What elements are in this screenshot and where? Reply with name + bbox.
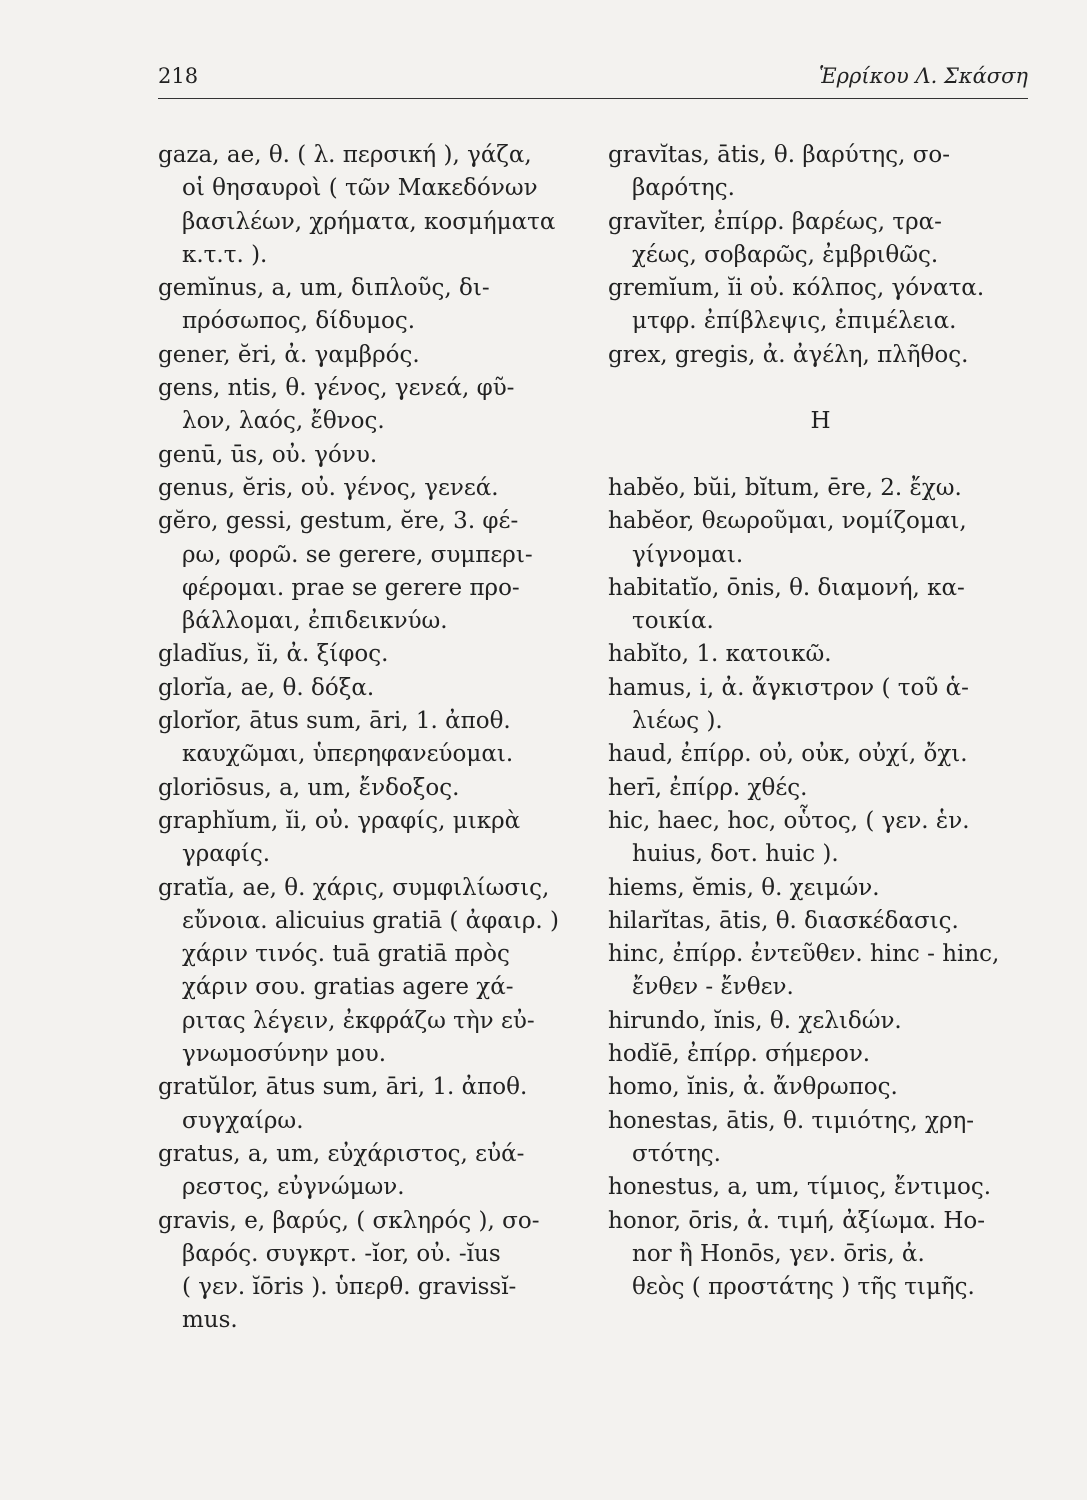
running-head: Ἑρρίκου Λ. Σκάσση [818, 64, 1028, 88]
entry-headword-line: habĕor, θεωροῦμαι, νομίζομαι, [608, 508, 967, 535]
entry-headword-line: hamus, i, ἀ. ἄγκιστρον ( τοῦ ἁ- [608, 674, 969, 701]
dictionary-entry [158, 139, 578, 272]
entry-headword-line: gĕro, gessi, gestum, ĕre, 3. φέ- [158, 508, 519, 535]
dictionary-entry [608, 805, 1033, 872]
entry-headword-line: genū, ūs, οὐ. γόνυ. [158, 441, 378, 468]
entry-continuation-line: τοικία. [632, 608, 714, 635]
dictionary-entry [608, 1038, 1033, 1071]
entry-continuation-line: βαρότης. [632, 175, 735, 202]
dictionary-entry [608, 139, 1033, 206]
entry-headword-line: graphĭum, ĭi, οὐ. γραφίς, μικρὰ [158, 807, 521, 834]
entry-continuation-line: θεὸς ( προστάτης ) τῆς τιμῆς. [632, 1274, 975, 1301]
entry-continuation-line: ρω, φορῶ. se gerere, συμπερι- [182, 541, 533, 568]
dictionary-entry [158, 638, 578, 671]
entry-continuation-line: βαρός. συγκρτ. -ĭor, οὐ. -ĭus [182, 1240, 501, 1267]
entry-headword-line: gravĭter, ἐπίρρ. βαρέως, τρα- [608, 208, 942, 235]
entry-continuation-line: βασιλέων, χρήματα, κοσμήματα [182, 208, 556, 235]
entry-headword-line: glorĭor, ātus sum, āri, 1. ἀποθ. [158, 708, 511, 735]
entry-continuation-line: huius, δοτ. huic ). [632, 841, 839, 868]
dictionary-entry [158, 505, 578, 638]
dictionary-entry [158, 272, 578, 339]
entry-headword-line: gratĭa, ae, θ. χάρις, συμφιλίωσις, [158, 874, 550, 901]
entry-continuation-line: καυχῶμαι, ὑπερηφανεύομαι. [182, 741, 514, 768]
entry-headword-line: honestas, ātis, θ. τιμιότης, χρη- [608, 1107, 975, 1134]
dictionary-entry [158, 1071, 578, 1138]
entry-continuation-line: κ.τ.τ. ). [182, 241, 268, 268]
dictionary-entry [158, 372, 578, 439]
dictionary-entry [158, 439, 578, 472]
entry-continuation-line: μτφρ. ἐπίβλεψις, ἐπιμέλεια. [632, 308, 957, 335]
dictionary-entry [158, 1205, 578, 1338]
dictionary-entry [608, 505, 1033, 572]
dictionary-entry [158, 339, 578, 372]
dictionary-entry [608, 638, 1033, 671]
entry-headword-line: gens, ntis, θ. γένος, γενεά, φῦ- [158, 375, 515, 402]
dictionary-entry [608, 272, 1033, 339]
dictionary-entry [608, 472, 1033, 505]
entry-continuation-line: στότης. [632, 1140, 721, 1167]
dictionary-entry [608, 672, 1033, 739]
header-rule [158, 98, 1028, 99]
entry-headword-line: gravis, e, βαρύς, ( σκληρός ), σο- [158, 1207, 540, 1234]
dictionary-entry [608, 938, 1033, 1005]
entry-continuation-line: πρόσωπος, δίδυμος. [182, 308, 416, 335]
entry-continuation-line: mus. [182, 1307, 238, 1334]
entry-continuation-line: βάλλομαι, ἐπιδεικνύω. [182, 608, 448, 635]
entry-continuation-line: χέως, σοβαρῶς, ἐμβριθῶς. [632, 241, 939, 268]
dictionary-entry [608, 1171, 1033, 1204]
dictionary-entry [608, 1205, 1033, 1305]
entry-headword-line: hodĭē, ἐπίρρ. σήμερον. [608, 1041, 871, 1068]
dictionary-entry [608, 1005, 1033, 1038]
entry-headword-line: gladĭus, ĭi, ἀ. ξίφος. [158, 641, 389, 668]
entry-continuation-line: χάριν σου. gratias agere χά- [182, 974, 514, 1001]
entry-continuation-line: γραφίς. [182, 841, 271, 868]
entry-continuation-line: οἱ θησαυροὶ ( τῶν Μακεδόνων [182, 175, 538, 202]
dictionary-entry [608, 572, 1033, 639]
right-column-top-entries [608, 139, 1033, 372]
entry-headword-line: homo, ĭnis, ἀ. ἄνθρωπος. [608, 1074, 898, 1101]
entry-headword-line: hilarĭtas, ātis, θ. διασκέδασις. [608, 907, 959, 934]
dictionary-entry [158, 772, 578, 805]
dictionary-entry [608, 1071, 1033, 1104]
dictionary-entry [608, 772, 1033, 805]
entry-continuation-line: συγχαίρω. [182, 1107, 304, 1134]
page-header [158, 58, 1028, 94]
entry-continuation-line: φέρομαι. prae se gerere προ- [182, 574, 520, 601]
entry-continuation-line: ( γεν. ĭōris ). ὑπερθ. gravissĭ- [182, 1274, 517, 1301]
entry-continuation-line: γνωμοσύνην μου. [182, 1041, 387, 1068]
entry-headword-line: gremĭum, ĭi οὐ. κόλπος, γόνατα. [608, 275, 985, 302]
dictionary-entry [158, 805, 578, 872]
entry-continuation-line: γίγνομαι. [632, 541, 744, 568]
entry-headword-line: gener, ĕri, ἀ. γαμβρός. [158, 341, 420, 368]
entry-headword-line: haud, ἐπίρρ. οὐ, οὐκ, οὐχί, ὄχι. [608, 741, 968, 768]
dictionary-entry [158, 472, 578, 505]
entry-headword-line: honor, ōris, ἀ. τιμή, ἀξίωμα. Ho- [608, 1207, 986, 1234]
entry-continuation-line: ρεστος, εὐγνώμων. [182, 1174, 405, 1201]
entry-continuation-line: εὔνοια. alicuius gratiā ( ἀφαιρ. ) [182, 907, 559, 934]
dictionary-entry [608, 1105, 1033, 1172]
entry-continuation-line: ριτας λέγειν, ἐκφράζω τὴν εὐ- [182, 1007, 535, 1034]
entry-headword-line: genus, ĕris, οὐ. γένος, γενεά. [158, 474, 499, 501]
entry-headword-line: herī, ἐπίρρ. χθές. [608, 774, 808, 801]
entry-continuation-line: χάριν τινός. tuā gratiā πρὸς [182, 941, 510, 968]
right-column [608, 139, 1033, 1304]
dictionary-entry [158, 1138, 578, 1205]
dictionary-entry [608, 738, 1033, 771]
entry-headword-line: habĭto, 1. κατοικῶ. [608, 641, 832, 668]
entry-headword-line: gratus, a, um, εὐχάριστος, εὐά- [158, 1140, 525, 1167]
entry-headword-line: hic, haec, hoc, οὗτος, ( γεν. ἑν. [608, 807, 970, 834]
entry-headword-line: hiems, ĕmis, θ. χειμών. [608, 874, 880, 901]
dictionary-entry [158, 705, 578, 772]
entry-headword-line: honestus, a, um, τίμιος, ἔντιμος. [608, 1174, 992, 1201]
entry-continuation-line: λον, λαός, ἔθνος. [182, 408, 385, 435]
entry-continuation-line: λιέως ). [632, 708, 723, 735]
dictionary-entry [158, 672, 578, 705]
dictionary-entry [608, 905, 1033, 938]
entry-headword-line: gratŭlor, ātus sum, āri, 1. ἀποθ. [158, 1074, 528, 1101]
entry-headword-line: glorĭa, ae, θ. δόξα. [158, 674, 375, 701]
entry-headword-line: gravĭtas, ātis, θ. βαρύτης, σο- [608, 142, 951, 168]
left-column [158, 139, 578, 1338]
entry-headword-line: habitatĭo, ōnis, θ. διαμονή, κα- [608, 574, 965, 601]
entry-headword-line: habĕo, bŭi, bĭtum, ēre, 2. ἔχω. [608, 474, 962, 501]
right-column-bottom-entries [608, 472, 1033, 1304]
entry-continuation-line: ἔνθεν - ἔνθεν. [632, 974, 794, 1001]
section-letter: H [810, 408, 831, 435]
entry-headword-line: hinc, ἐπίρρ. ἐντεῦθεν. hinc - hinc, [608, 941, 1000, 968]
entry-continuation-line: nor ἢ Honōs, γεν. ōris, ἀ. [632, 1240, 925, 1267]
entry-headword-line: gaza, ae, θ. ( λ. περσική ), γάζα, [158, 142, 532, 168]
dictionary-entry [608, 339, 1033, 372]
dictionary-entry [158, 872, 578, 1072]
entry-headword-line: grex, gregis, ἀ. ἀγέλη, πλῆθος. [608, 341, 969, 368]
page-number: 218 [158, 64, 199, 88]
entry-headword-line: hirundo, ĭnis, θ. χελιδών. [608, 1007, 902, 1034]
dictionary-entry [608, 206, 1033, 273]
entry-headword-line: gloriōsus, a, um, ἔνδοξος. [158, 774, 460, 801]
dictionary-entry [608, 872, 1033, 905]
entry-headword-line: gemĭnus, a, um, διπλοῦς, δι- [158, 275, 490, 302]
